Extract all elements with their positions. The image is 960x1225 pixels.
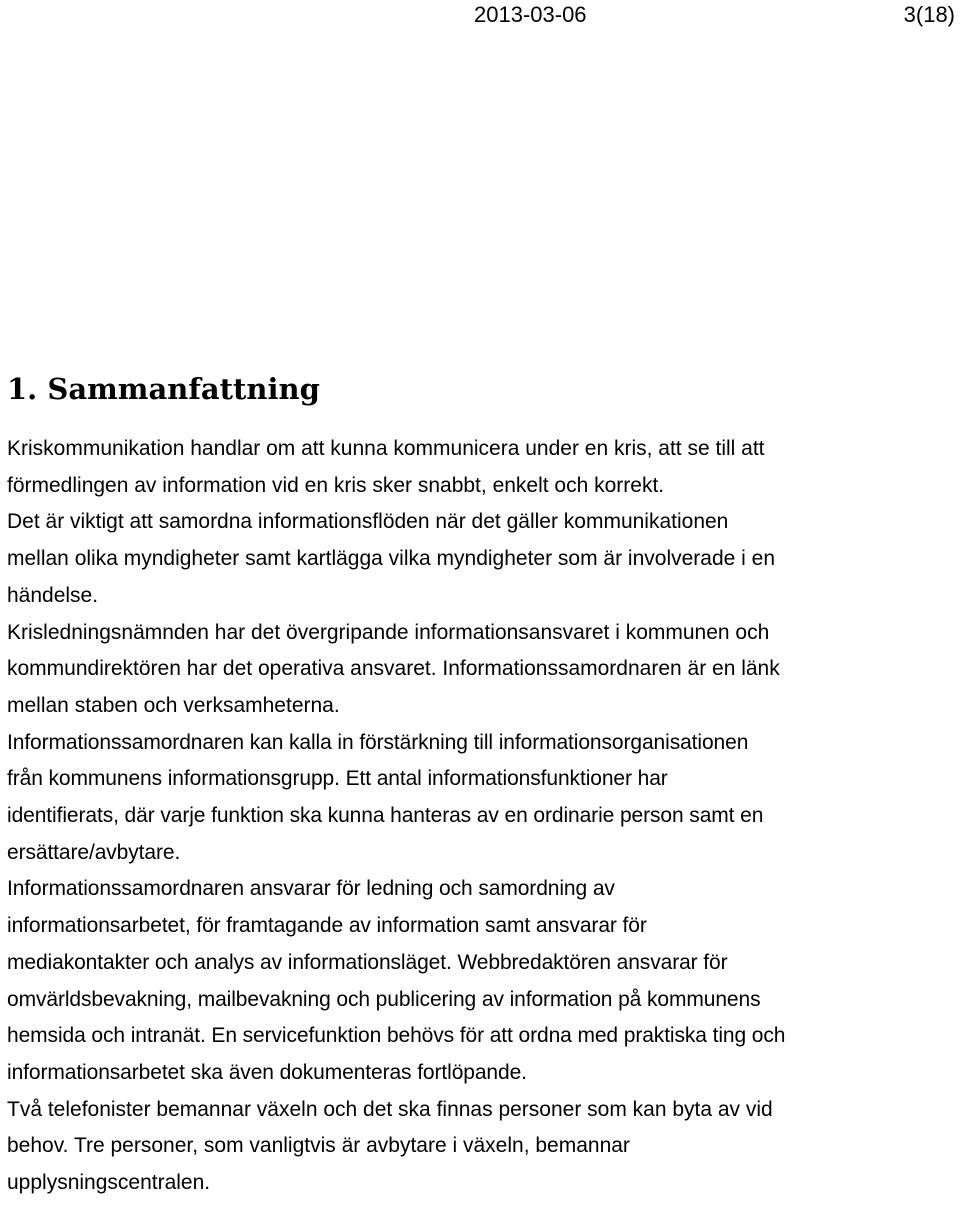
paragraph-responsibility: Krisledningsnämnden har det övergripande informationsansvaret i kommunen och kommundirektören har det operativa ansvaret. Informationssamordnaren är en länk mellan staben och verksamheterna.	[7, 620, 780, 717]
paragraph-switchboard: Två telefonister bemannar växeln och det ska finnas personer som kan byta av vid behov. Tre personer, som vanligtvis är avbytare i växeln, bemannar upplysningscentralen.	[7, 1097, 773, 1195]
paragraph-reinforcement: Informationssamordnaren kan kalla in förstärkning till informationsorganisationen från kommunens informationsgrupp. Ett antal informationsfunktioner har identifierats, där varje funktion ska kunna hanteras av en ordinarie person samt en ersättare/avbytare.	[7, 730, 764, 864]
section-heading: 1. Sammanfattning	[7, 372, 320, 406]
paragraph-intro: Kriskommunikation handlar om att kunna kommunicera under en kris, att se till att förmedlingen av information vid en kris sker snabbt, enkelt och korrekt.	[7, 437, 765, 497]
paragraph-roles: Informationssamordnaren ansvarar för ledning och samordning av informationsarbetet, för framtagande av information samt ansvarar för mediakontakter och analys av informationsläget. Webbredaktören ansvarar för omvärldsbevakning, mailbevakning och publicering av information på kommunens hemsida och intranät. En servicefunktion behövs för att ordna med praktiska ting och informationsarbetet ska även dokumenteras fortlöpande.	[7, 877, 786, 1084]
page-number: 3(18)	[903, 2, 955, 27]
summary-body	[7, 431, 957, 1202]
page-header	[0, 0, 960, 40]
header-date: 2013-03-06	[474, 2, 587, 27]
paragraph-coordination: Det är viktigt att samordna informationsflöden när det gäller kommunikationen mellan olika myndigheter samt kartlägga vilka myndigheter som är involverade i en händelse.	[7, 510, 776, 607]
